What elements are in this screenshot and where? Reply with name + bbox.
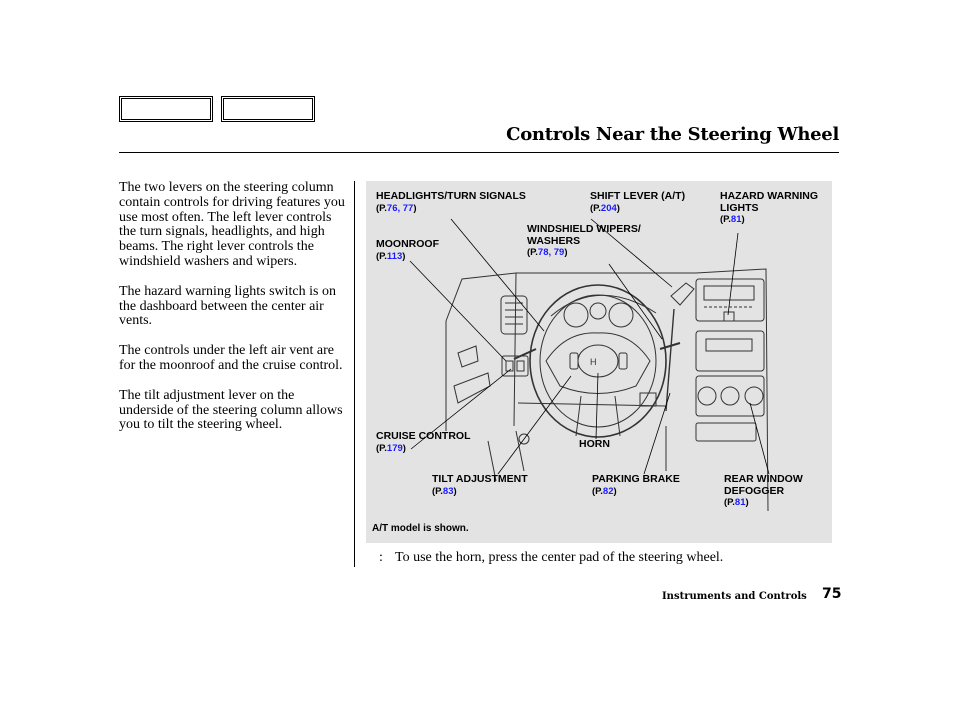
callout-defogger-label-line2: DEFOGGER xyxy=(724,484,785,497)
callout-shift-lever-ref xyxy=(590,203,685,215)
callout-moonroof xyxy=(376,239,439,262)
callout-cruise-label: CRUISE CONTROL xyxy=(376,430,471,442)
horn-note xyxy=(379,550,723,566)
callout-moonroof-label: MOONROOF xyxy=(376,238,439,250)
ref-prefix: (P. xyxy=(527,247,538,258)
callout-headlights-ref xyxy=(376,203,526,215)
callout-wipers-label-line2: WASHERS xyxy=(527,234,581,247)
callout-parking-label: PARKING BRAKE xyxy=(592,473,680,485)
body-text xyxy=(119,181,347,448)
ref-prefix: (P. xyxy=(592,485,603,497)
horn-note-text: To use the horn, press the center pad of the steering wheel. xyxy=(395,550,724,565)
callout-cruise-control xyxy=(376,431,471,454)
paragraph-moonroof-cruise: The controls under the left air vent are for the moonroof and the cruise control. xyxy=(119,343,343,373)
callout-headlights-turn-signals xyxy=(376,191,526,214)
page-link-cruise[interactable]: 179 xyxy=(386,442,403,454)
page-link-parking[interactable]: 82 xyxy=(602,485,614,497)
svg-text:H: H xyxy=(590,357,597,367)
horn-note-marker: : xyxy=(379,550,383,565)
page-link-tilt[interactable]: 83 xyxy=(442,485,454,497)
ref-suffix: ) xyxy=(453,485,457,497)
title-divider xyxy=(119,152,839,153)
nav-button-1[interactable] xyxy=(119,96,213,122)
page-link-defogger[interactable]: 81 xyxy=(734,497,746,508)
callout-rear-window-defogger xyxy=(724,474,803,509)
ref-suffix: ) xyxy=(745,497,749,508)
footer-section-title[interactable]: Instruments and Controls xyxy=(662,591,807,602)
page-title: Controls Near the Steering Wheel xyxy=(506,124,839,145)
ref-suffix: ) xyxy=(402,442,406,454)
ref-prefix: (P. xyxy=(590,202,601,214)
callout-defogger-label-line1: REAR WINDOW xyxy=(724,473,803,485)
callout-hazard-ref xyxy=(720,214,818,226)
ref-suffix: ) xyxy=(741,214,745,225)
paragraph-tilt: The tilt adjustment lever on the underside of the steering column allows you to tilt the steering wheel. xyxy=(119,387,343,433)
callout-hazard-warning-lights xyxy=(720,191,818,226)
nav-button-2[interactable] xyxy=(221,96,315,122)
ref-suffix: ) xyxy=(413,202,417,214)
ref-prefix: (P. xyxy=(720,214,731,225)
page-link-shift-lever[interactable]: 204 xyxy=(600,202,617,214)
ref-prefix: (P. xyxy=(432,485,443,497)
callout-shift-lever xyxy=(590,191,685,214)
page-link-headlights[interactable]: 76, 77 xyxy=(386,202,414,214)
steering-wheel-figure xyxy=(366,181,832,543)
ref-prefix: (P. xyxy=(376,202,387,214)
paragraph-hazard: The hazard warning lights switch is on the dashboard between the center air vents. xyxy=(119,283,336,329)
callout-parking-brake xyxy=(592,474,680,497)
callout-cruise-ref xyxy=(376,443,471,455)
callout-tilt-adjustment xyxy=(432,474,528,497)
callout-wipers-label-line1: WINDSHIELD WIPERS/ xyxy=(527,223,641,235)
paragraph-levers: The two levers on the steering column contain controls for driving features you use most often. The left lever controls the turn signals, headlights, and high beams. The right lever controls the windshield washers and wipers. xyxy=(119,180,345,269)
callout-headlights-label: HEADLIGHTS/TURN SIGNALS xyxy=(376,190,526,202)
callout-hazard-label-line2: LIGHTS xyxy=(720,201,759,214)
ref-prefix: (P. xyxy=(724,497,735,508)
callout-horn-label: HORN xyxy=(579,438,610,450)
page-link-hazard[interactable]: 81 xyxy=(730,214,742,225)
page-link-wipers[interactable]: 78, 79 xyxy=(537,247,565,258)
ref-suffix: ) xyxy=(613,485,617,497)
callout-windshield-wipers xyxy=(527,224,641,259)
callout-tilt-ref xyxy=(432,486,528,498)
callout-wipers-ref xyxy=(527,247,641,259)
callout-parking-ref xyxy=(592,486,680,498)
callout-shift-lever-label: SHIFT LEVER (A/T) xyxy=(590,190,686,202)
page-number: 75 xyxy=(822,586,842,602)
callout-horn xyxy=(579,439,610,451)
ref-suffix: ) xyxy=(564,247,568,258)
ref-suffix: ) xyxy=(402,250,406,262)
callout-defogger-ref xyxy=(724,497,803,509)
callout-tilt-label: TILT ADJUSTMENT xyxy=(432,473,528,485)
figure-note: A/T model is shown. xyxy=(372,523,469,534)
column-divider xyxy=(354,181,355,567)
callout-hazard-label-line1: HAZARD WARNING xyxy=(720,190,818,202)
ref-suffix: ) xyxy=(616,202,620,214)
page-link-moonroof[interactable]: 113 xyxy=(386,250,403,262)
ref-prefix: (P. xyxy=(376,442,387,454)
ref-prefix: (P. xyxy=(376,250,387,262)
callout-moonroof-ref xyxy=(376,251,439,263)
